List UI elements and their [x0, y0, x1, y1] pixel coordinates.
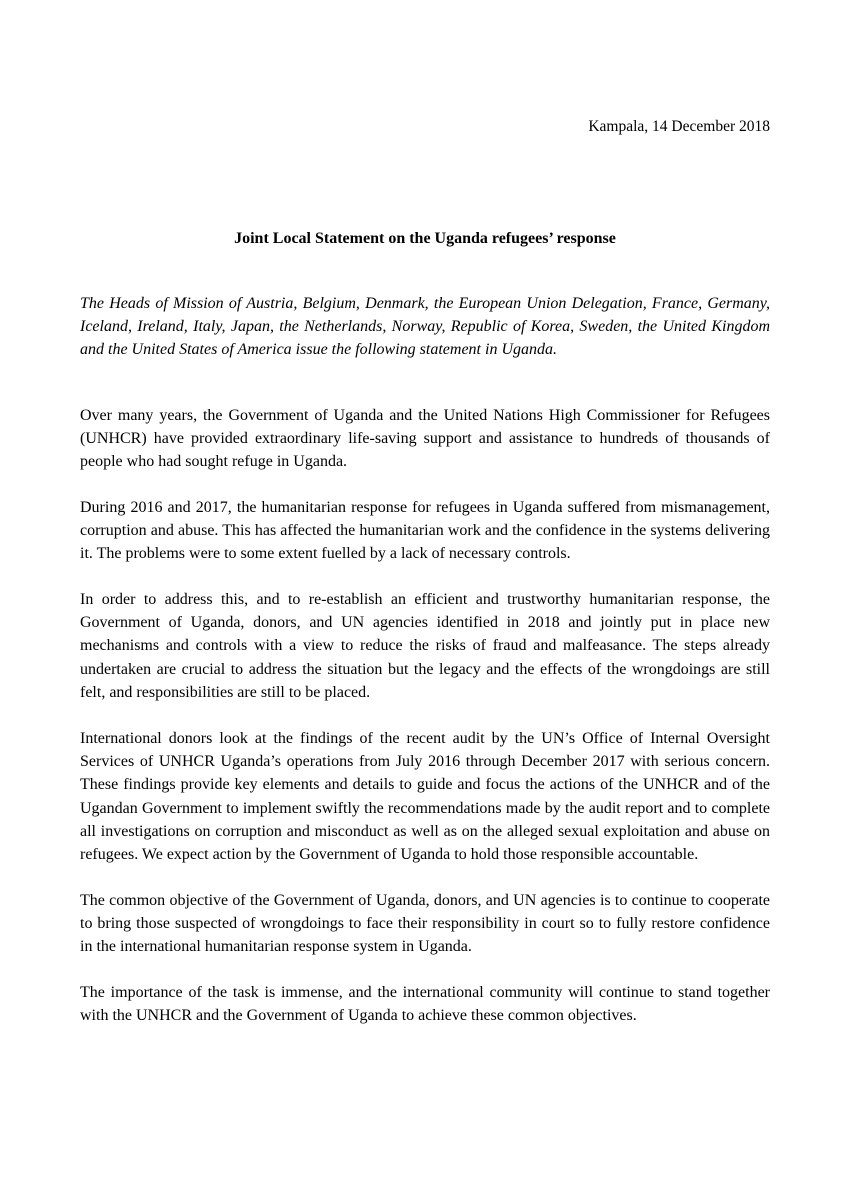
- document-content: [80, 0, 770, 1043]
- paragraph: Over many years, the Government of Uganda and the United Nations High Commissioner for Refugees (UNHCR) have provided extraordinary life-saving support and assistance to hundreds of thousands of people who had sought refuge in Uganda.: [80, 406, 770, 471]
- body-paragraphs: [80, 404, 770, 1028]
- paragraph: During 2016 and 2017, the humanitarian response for refugees in Uganda suffered from mismanagement, corruption and abuse. This has affected the humanitarian work and the confidence in the systems delivering it. The problems were to some extent fuelled by a lack of necessary controls.: [80, 498, 770, 563]
- lede-paragraph: The Heads of Mission of Austria, Belgium, Denmark, the European Union Delegation, France, Germany, Iceland, Ireland, Italy, Japan, the Netherlands, Norway, Republic of Korea, Sweden, the United Kingdom and the United States of America issue the following statement in Uganda.: [80, 295, 770, 358]
- dateline: Kampala, 14 December 2018: [588, 118, 770, 135]
- paragraph: In order to address this, and to re-establish an efficient and trustworthy humanitarian response, the Government of Uganda, donors, and UN agencies identified in 2018 and jointly put in place new mechanisms and controls with a view to reduce the risks of fraud and malfeasance. The steps already undertaken are crucial to address the situation but the legacy and the effects of the wrongdoings are still felt, and responsibilities are still to be placed.: [80, 590, 770, 702]
- paragraph: The importance of the task is immense, and the international community will continue to stand together with the UNHCR and the Government of Uganda to achieve these common objectives.: [80, 983, 770, 1025]
- page-title: Joint Local Statement on the Uganda refugees’ response: [234, 229, 616, 247]
- paragraph: International donors look at the findings of the recent audit by the UN’s Office of Internal Oversight Services of UNHCR Uganda’s operations from July 2016 through December 2017 with serious concern. These findings provide key elements and details to guide and focus the actions of the UNHCR and of the Ugandan Government to implement swiftly the recommendations made by the audit report and to complete all investigations on corruption and misconduct as well as on the alleged sexual exploitation and abuse on refugees. We expect action by the Government of Uganda to hold those responsible accountable.: [80, 729, 770, 864]
- paragraph: The common objective of the Government of Uganda, donors, and UN agencies is to continue to cooperate to bring those suspected of wrongdoings to face their responsibility in court so to fully restore confidence in the international humanitarian response system in Uganda.: [80, 891, 770, 956]
